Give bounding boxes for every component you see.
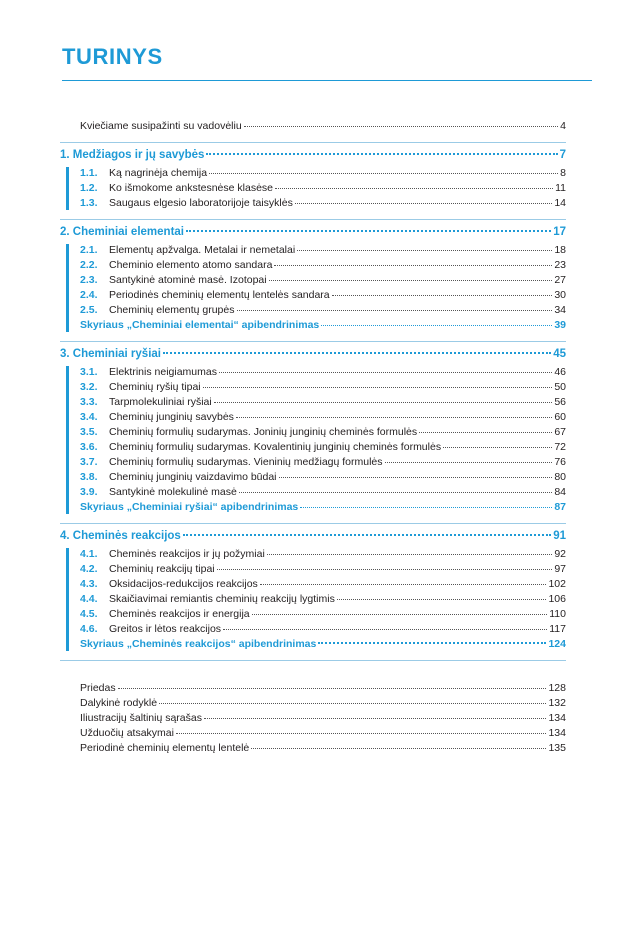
section-title: Oksidacijos-redukcijos reakcijos — [109, 578, 258, 590]
dot-leader — [295, 203, 552, 204]
dot-leader — [279, 477, 553, 478]
appendix-title: Dalykinė rodyklė — [80, 697, 158, 709]
dot-leader — [274, 265, 552, 266]
section-page: 11 — [555, 182, 566, 194]
dot-leader — [275, 188, 553, 189]
dot-leader — [252, 614, 548, 615]
dot-leader — [419, 432, 552, 433]
dot-leader — [214, 402, 553, 403]
section-page: 14 — [554, 197, 566, 209]
appendix-page: 135 — [548, 742, 566, 754]
chapter-title: 3. Cheminiai ryšiai — [60, 348, 161, 360]
section-title: Cheminių formulių sudarymas. Vieninių medžiagų formulės — [109, 456, 383, 468]
section-page: 117 — [549, 623, 566, 635]
toc-entry[interactable] — [80, 440, 566, 455]
section-number: 1.1. — [80, 167, 98, 179]
dot-leader — [443, 447, 552, 448]
section-number: 2.4. — [80, 289, 98, 301]
dot-leader — [176, 733, 547, 734]
toc-entry[interactable] — [80, 547, 566, 562]
section-divider — [60, 341, 566, 342]
section-number: 3.6. — [80, 441, 98, 453]
chapter-summary-entry[interactable] — [80, 500, 566, 515]
section-divider — [60, 142, 566, 143]
section-title: Skaičiavimai remiantis cheminių reakcijų lygtimis — [109, 593, 335, 605]
section-title: Cheminių formulių sudarymas. Joninių junginių cheminės formulės — [109, 426, 418, 438]
dot-leader — [217, 569, 553, 570]
section-title: Santykinė atominė masė. Izotopai — [109, 274, 267, 286]
appendix-page: 134 — [548, 727, 566, 739]
toc-entry[interactable] — [80, 288, 566, 303]
chapter-summary-entry[interactable] — [80, 637, 566, 652]
appendix-title: Periodinė cheminių elementų lentelė — [80, 742, 250, 754]
section-page: 67 — [554, 426, 566, 438]
section-number: 4.6. — [80, 623, 98, 635]
toc-entry[interactable] — [80, 273, 566, 288]
chapter-title: 2. Cheminiai elementai — [60, 226, 184, 238]
appendix-entry[interactable] — [80, 726, 566, 741]
dot-leader — [223, 629, 547, 630]
appendix-page: 132 — [548, 697, 566, 709]
summary-page: 39 — [554, 319, 566, 331]
appendix-page: 128 — [548, 682, 566, 694]
section-number: 4.3. — [80, 578, 98, 590]
dot-leader — [321, 325, 552, 326]
section-title: Cheminės reakcijos ir jų požymiai — [109, 548, 265, 560]
section-number: 3.3. — [80, 396, 98, 408]
toc-entry[interactable] — [80, 607, 566, 622]
section-number: 4.4. — [80, 593, 98, 605]
dot-leader — [219, 372, 552, 373]
section-page: 72 — [554, 441, 566, 453]
chapter-page: 91 — [553, 530, 566, 542]
appendix-page: 134 — [548, 712, 566, 724]
section-divider — [60, 523, 566, 524]
entry-text: Kviečiame susipažinti su vadovėliu — [80, 120, 242, 132]
section-number: 3.4. — [80, 411, 98, 423]
appendix-entry[interactable] — [80, 741, 566, 756]
section-title: Cheminių junginių savybės — [109, 411, 234, 423]
dot-leader — [186, 230, 551, 232]
dot-leader — [239, 492, 552, 493]
toc-entry[interactable] — [80, 470, 566, 485]
dot-leader — [385, 462, 553, 463]
chapter-heading[interactable] — [60, 346, 566, 363]
section-title: Santykinė molekulinė masė — [109, 486, 237, 498]
toc-entry[interactable] — [80, 485, 566, 500]
section-page: 46 — [554, 366, 566, 378]
section-page: 27 — [554, 274, 566, 286]
toc-entry[interactable] — [80, 395, 566, 410]
section-title: Greitos ir lėtos reakcijos — [109, 623, 222, 635]
chapter-heading[interactable] — [60, 528, 566, 545]
title-divider — [62, 80, 592, 81]
chapter-heading[interactable] — [60, 147, 566, 164]
dot-leader — [209, 173, 558, 174]
toc-entry[interactable] — [80, 425, 566, 440]
section-divider — [60, 660, 566, 661]
section-page: 106 — [548, 593, 566, 605]
section-title: Cheminių junginių vaizdavimo būdai — [109, 471, 277, 483]
section-number: 3.2. — [80, 381, 98, 393]
section-number: 4.5. — [80, 608, 98, 620]
section-title: Cheminių elementų grupės — [109, 304, 235, 316]
section-page: 30 — [554, 289, 566, 301]
dot-leader — [318, 642, 546, 644]
section-title: Periodinės cheminių elementų lentelės sandara — [109, 289, 330, 301]
toc-entry[interactable] — [80, 410, 566, 425]
toc-entry[interactable] — [80, 196, 566, 211]
summary-page: 87 — [554, 501, 566, 513]
dot-leader — [204, 718, 547, 719]
section-page: 110 — [549, 608, 566, 620]
entry-page: 4 — [560, 120, 566, 132]
appendix-title: Priedas — [80, 682, 116, 694]
toc-entry[interactable] — [80, 365, 566, 380]
dot-leader — [244, 126, 558, 127]
appendix-entry[interactable] — [80, 711, 566, 726]
section-page: 23 — [554, 259, 566, 271]
section-title: Elektrinis neigiamumas — [109, 366, 217, 378]
summary-title: Skyriaus „Cheminiai elementai“ apibendrinimas — [80, 319, 320, 331]
summary-page: 124 — [548, 638, 566, 650]
dot-leader — [203, 387, 553, 388]
section-title: Cheminio elemento atomo sandara — [109, 259, 273, 271]
section-number: 4.1. — [80, 548, 98, 560]
dot-leader — [163, 352, 551, 354]
section-page: 18 — [554, 244, 566, 256]
toc-entry[interactable] — [80, 258, 566, 273]
toc-entry[interactable] — [80, 166, 566, 181]
section-title: Cheminių reakcijų tipai — [109, 563, 215, 575]
section-number: 1.3. — [80, 197, 98, 209]
section-page: 50 — [554, 381, 566, 393]
dot-leader — [159, 703, 546, 704]
section-number: 4.2. — [80, 563, 98, 575]
toc-entry[interactable] — [80, 181, 566, 196]
chapter-title: 1. Medžiagos ir jų savybės — [60, 149, 205, 161]
summary-title: Skyriaus „Cheminės reakcijos“ apibendrinimas — [80, 638, 317, 650]
chapter-page: 45 — [553, 348, 566, 360]
chapter-page: 17 — [553, 226, 566, 238]
section-number: 3.9. — [80, 486, 98, 498]
section-page: 92 — [554, 548, 566, 560]
appendix-list — [80, 681, 566, 756]
dot-leader — [236, 417, 552, 418]
appendix-title: Užduočių atsakymai — [80, 727, 174, 739]
toc-entry[interactable] — [80, 303, 566, 318]
table-of-contents — [60, 119, 566, 756]
section-title: Tarpmolekuliniai ryšiai — [109, 396, 212, 408]
chapter-3-sections — [80, 363, 566, 518]
section-title: Cheminių formulių sudarymas. Kovalentinių junginių cheminės formulės — [109, 441, 442, 453]
toc-entry[interactable] — [80, 243, 566, 258]
section-accent-bar — [66, 167, 69, 210]
section-number: 2.5. — [80, 304, 98, 316]
dot-leader — [332, 295, 553, 296]
section-number: 3.5. — [80, 426, 98, 438]
dot-leader — [251, 748, 546, 749]
dot-leader — [269, 280, 553, 281]
dot-leader — [237, 310, 553, 311]
section-page: 56 — [554, 396, 566, 408]
section-number: 3.1. — [80, 366, 98, 378]
section-page: 60 — [554, 411, 566, 423]
page-title: TURINYS — [62, 44, 163, 69]
chapter-title: 4. Cheminės reakcijos — [60, 530, 181, 542]
section-page: 102 — [548, 578, 566, 590]
toc-entry[interactable] — [80, 455, 566, 470]
section-page: 84 — [554, 486, 566, 498]
chapter-1-sections — [80, 164, 566, 214]
chapter-summary-entry[interactable] — [80, 318, 566, 333]
appendix-title: Iliustracijų šaltinių sąrašas — [80, 712, 202, 724]
section-title: Saugaus elgesio laboratorijoje taisyklės — [109, 197, 293, 209]
section-number: 2.3. — [80, 274, 98, 286]
section-accent-bar — [66, 548, 69, 651]
section-title: Ko išmokome ankstesnėse klasėse — [109, 182, 273, 194]
section-page: 8 — [560, 167, 566, 179]
toc-entry[interactable] — [80, 562, 566, 577]
section-title: Ką nagrinėja chemija — [109, 167, 208, 179]
section-number: 2.1. — [80, 244, 98, 256]
dot-leader — [300, 507, 552, 508]
section-divider — [60, 219, 566, 220]
dot-leader — [337, 599, 547, 600]
dot-leader — [297, 250, 552, 251]
section-accent-bar — [66, 244, 69, 332]
dot-leader — [260, 584, 547, 585]
section-number: 2.2. — [80, 259, 98, 271]
dot-leader — [206, 153, 557, 155]
section-page: 34 — [554, 304, 566, 316]
toc-entry[interactable] — [80, 380, 566, 395]
summary-title: Skyriaus „Cheminiai ryšiai“ apibendrinimas — [80, 501, 299, 513]
chapter-4-sections — [80, 545, 566, 655]
toc-entry[interactable] — [80, 592, 566, 607]
section-number: 3.7. — [80, 456, 98, 468]
section-page: 76 — [554, 456, 566, 468]
chapter-2-sections — [80, 241, 566, 336]
section-page: 97 — [554, 563, 566, 575]
section-page: 80 — [554, 471, 566, 483]
chapter-heading[interactable] — [60, 224, 566, 241]
section-number: 1.2. — [80, 182, 98, 194]
section-number: 3.8. — [80, 471, 98, 483]
section-title: Cheminių ryšių tipai — [109, 381, 201, 393]
appendix-entry[interactable] — [80, 696, 566, 711]
dot-leader — [267, 554, 553, 555]
section-title: Elementų apžvalga. Metalai ir nemetalai — [109, 244, 296, 256]
section-accent-bar — [66, 366, 69, 514]
toc-entry[interactable] — [80, 577, 566, 592]
appendix-entry[interactable] — [80, 681, 566, 696]
toc-entry[interactable] — [80, 622, 566, 637]
toc-entry-intro[interactable] — [80, 119, 566, 134]
section-title: Cheminės reakcijos ir energija — [109, 608, 250, 620]
chapter-page: 7 — [559, 149, 566, 161]
dot-leader — [118, 688, 547, 689]
dot-leader — [183, 534, 551, 536]
